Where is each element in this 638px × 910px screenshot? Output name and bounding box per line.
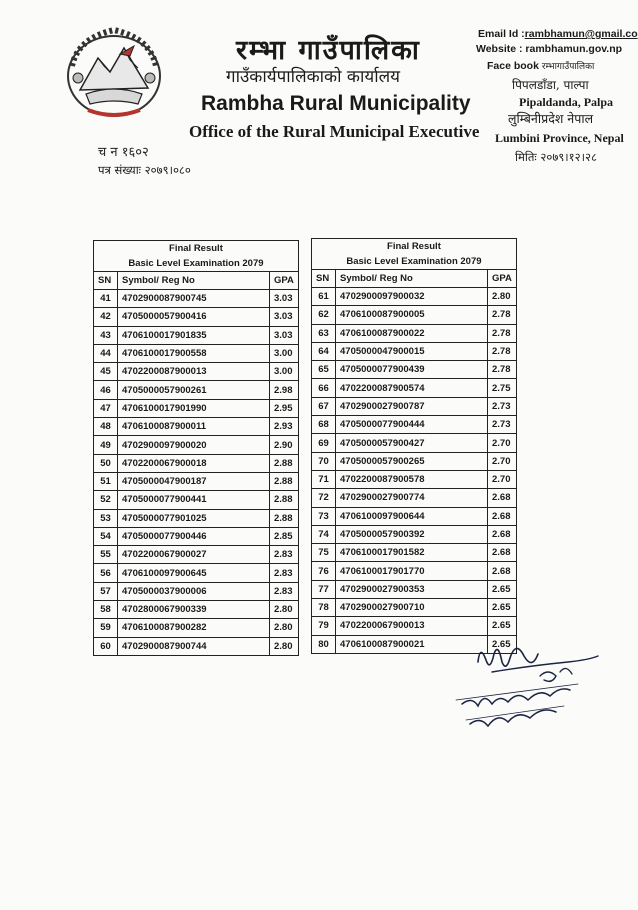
letter-label: पत्र संख्याः	[98, 163, 142, 177]
cell-sn: 46	[94, 381, 118, 399]
signature-icon	[448, 632, 618, 742]
table-row	[94, 509, 299, 527]
cell-gpa: 2.93	[270, 418, 299, 436]
cell-sn: 78	[312, 599, 336, 617]
table-row	[312, 580, 517, 598]
table-row	[94, 290, 299, 308]
cell-gpa: 3.03	[270, 326, 299, 344]
cell-reg-no: 4705000037900006	[118, 582, 270, 600]
table-row	[94, 546, 299, 564]
cell-sn: 73	[312, 507, 336, 525]
table-row	[312, 599, 517, 617]
table-row	[94, 472, 299, 490]
column-header-gpa: GPA	[488, 270, 517, 288]
result-table-right	[311, 238, 517, 654]
cell-gpa: 3.00	[270, 344, 299, 362]
cell-gpa: 2.80	[270, 601, 299, 619]
table-row	[94, 326, 299, 344]
office-name-english: Office of the Rural Municipal Executive	[189, 122, 480, 141]
cell-sn: 55	[94, 546, 118, 564]
cell-gpa: 2.65	[488, 599, 517, 617]
cell-reg-no: 4702900027900353	[336, 580, 488, 598]
office-name-nepali: गाउँकार्यपालिकाको कार्यालय	[226, 67, 401, 87]
province-nepali: लुम्बिनीप्रदेश नेपाल	[508, 111, 594, 126]
cell-gpa: 2.83	[270, 546, 299, 564]
cell-gpa: 2.65	[488, 635, 517, 653]
cell-sn: 62	[312, 306, 336, 324]
table-row	[312, 489, 517, 507]
table-row	[94, 363, 299, 381]
cell-reg-no: 4702900087900744	[118, 637, 270, 655]
table-row	[312, 416, 517, 434]
table-row	[94, 601, 299, 619]
cell-gpa: 2.98	[270, 381, 299, 399]
table-row	[312, 324, 517, 342]
cell-sn: 71	[312, 470, 336, 488]
cell-sn: 77	[312, 580, 336, 598]
cell-gpa: 2.80	[270, 637, 299, 655]
table-row	[94, 418, 299, 436]
cell-gpa: 2.68	[488, 544, 517, 562]
cell-sn: 41	[94, 290, 118, 308]
cell-sn: 49	[94, 436, 118, 454]
facebook-label: Face book	[487, 60, 542, 72]
table-row	[312, 507, 517, 525]
table-title: Final Result	[94, 241, 299, 257]
cell-sn: 50	[94, 454, 118, 472]
contact-facebook	[487, 59, 594, 72]
cell-reg-no: 4706100087900021	[336, 635, 488, 653]
cell-reg-no: 4702200067900013	[336, 617, 488, 635]
cell-reg-no: 4706100087900282	[118, 619, 270, 637]
cell-sn: 45	[94, 363, 118, 381]
cell-sn: 59	[94, 619, 118, 637]
table-row	[312, 562, 517, 580]
website-label: Website :	[476, 43, 526, 55]
cell-sn: 70	[312, 452, 336, 470]
dispatch-number	[98, 142, 149, 160]
cell-reg-no: 4702900097900020	[118, 436, 270, 454]
table-row	[94, 436, 299, 454]
cell-gpa: 2.88	[270, 454, 299, 472]
contact-website	[476, 43, 622, 55]
table-row	[312, 434, 517, 452]
cell-gpa: 2.88	[270, 491, 299, 509]
table-row	[94, 454, 299, 472]
cell-gpa: 2.73	[488, 397, 517, 415]
cell-gpa: 2.68	[488, 489, 517, 507]
cell-gpa: 2.85	[270, 527, 299, 545]
cell-sn: 58	[94, 601, 118, 619]
cell-reg-no: 4706100087900005	[336, 306, 488, 324]
cell-gpa: 2.70	[488, 452, 517, 470]
facebook-handle: रम्भागाउँपालिका	[541, 62, 595, 72]
cell-sn: 65	[312, 361, 336, 379]
cell-gpa: 2.90	[270, 436, 299, 454]
table-title: Final Result	[312, 239, 517, 255]
cell-reg-no: 4702200087900578	[336, 470, 488, 488]
cell-gpa: 3.00	[270, 363, 299, 381]
cell-gpa: 2.70	[488, 434, 517, 452]
cell-reg-no: 4706100017901582	[336, 544, 488, 562]
table-row	[94, 381, 299, 399]
cell-reg-no: 4705000077900439	[336, 361, 488, 379]
cell-reg-no: 4702900097900032	[336, 288, 488, 306]
table-row	[312, 288, 517, 306]
cell-reg-no: 4706100017901835	[118, 326, 270, 344]
cell-sn: 76	[312, 562, 336, 580]
cell-gpa: 2.95	[270, 399, 299, 417]
cell-reg-no: 4705000047900187	[118, 472, 270, 490]
table-row	[312, 397, 517, 415]
cell-gpa: 2.88	[270, 509, 299, 527]
dispatch-value: १६०२	[121, 145, 149, 160]
table-row	[94, 582, 299, 600]
cell-gpa: 2.68	[488, 525, 517, 543]
cell-gpa: 2.78	[488, 324, 517, 342]
cell-sn: 61	[312, 288, 336, 306]
cell-reg-no: 4702900087900745	[118, 290, 270, 308]
cell-reg-no: 4706100097900644	[336, 507, 488, 525]
address-english: Pipaldanda, Palpa	[519, 95, 614, 109]
cell-reg-no: 4706100017901770	[336, 562, 488, 580]
dispatch-label: च न	[98, 145, 118, 160]
table-row	[312, 361, 517, 379]
cell-reg-no: 4705000047900015	[336, 342, 488, 360]
table-body	[94, 290, 299, 656]
cell-sn: 57	[94, 582, 118, 600]
cell-reg-no: 4705000057900416	[118, 308, 270, 326]
cell-reg-no: 4702900027900710	[336, 599, 488, 617]
cell-sn: 74	[312, 525, 336, 543]
cell-reg-no: 4702200087900574	[336, 379, 488, 397]
letter-value: २०७९।०८०	[144, 163, 191, 177]
cell-sn: 60	[94, 637, 118, 655]
column-header-gpa: GPA	[270, 272, 299, 290]
cell-reg-no: 4702200067900027	[118, 546, 270, 564]
cell-sn: 68	[312, 416, 336, 434]
cell-gpa: 2.65	[488, 580, 517, 598]
table-subtitle: Basic Level Examination 2079	[94, 256, 299, 272]
cell-sn: 54	[94, 527, 118, 545]
cell-reg-no: 4705000057900392	[336, 525, 488, 543]
cell-reg-no: 4706100087900011	[118, 418, 270, 436]
cell-sn: 56	[94, 564, 118, 582]
table-row	[94, 527, 299, 545]
cell-gpa: 2.75	[488, 379, 517, 397]
cell-sn: 44	[94, 344, 118, 362]
cell-sn: 79	[312, 617, 336, 635]
document-date	[515, 150, 597, 165]
cell-sn: 43	[94, 326, 118, 344]
column-header-reg-no: Symbol/ Reg No	[118, 272, 270, 290]
cell-sn: 47	[94, 399, 118, 417]
email-label: Email Id :	[478, 28, 525, 40]
cell-reg-no: 4706100097900645	[118, 564, 270, 582]
table-row	[312, 525, 517, 543]
table-row	[312, 379, 517, 397]
date-value: २०७९।१२।२८	[540, 150, 597, 164]
cell-gpa: 2.68	[488, 507, 517, 525]
cell-sn: 48	[94, 418, 118, 436]
cell-reg-no: 4705000077900444	[336, 416, 488, 434]
email-link[interactable]: rambhamun@gmail.co	[524, 28, 638, 40]
result-table-left	[93, 240, 299, 656]
cell-gpa: 2.78	[488, 306, 517, 324]
cell-reg-no: 4705000057900265	[336, 452, 488, 470]
municipality-name-english: Rambha Rural Municipality	[201, 92, 471, 115]
table-body	[312, 288, 517, 654]
cell-reg-no: 4702900027900774	[336, 489, 488, 507]
table-subtitle: Basic Level Examination 2079	[312, 254, 517, 270]
column-header-sn: SN	[312, 270, 336, 288]
table-row	[312, 452, 517, 470]
cell-sn: 66	[312, 379, 336, 397]
letter-number	[98, 163, 191, 178]
cell-gpa: 2.73	[488, 416, 517, 434]
table-row	[94, 399, 299, 417]
municipality-name-nepali: रम्भा गाउँपालिका	[236, 35, 421, 66]
cell-reg-no: 4705000057900261	[118, 381, 270, 399]
table-row	[312, 470, 517, 488]
date-label: मितिः	[515, 150, 537, 164]
cell-gpa: 2.65	[488, 617, 517, 635]
table-row	[94, 491, 299, 509]
cell-reg-no: 4706100017901990	[118, 399, 270, 417]
website-link[interactable]: rambhamun.gov.np	[525, 43, 623, 55]
address-nepali: पिपलडाँडा, पाल्पा	[512, 78, 589, 92]
cell-reg-no: 4705000057900427	[336, 434, 488, 452]
table-row	[94, 619, 299, 637]
column-header-reg-no: Symbol/ Reg No	[336, 270, 488, 288]
cell-sn: 72	[312, 489, 336, 507]
table-row	[94, 308, 299, 326]
cell-sn: 52	[94, 491, 118, 509]
cell-sn: 53	[94, 509, 118, 527]
column-header-sn: SN	[94, 272, 118, 290]
cell-gpa: 3.03	[270, 308, 299, 326]
cell-gpa: 2.78	[488, 342, 517, 360]
table-row	[94, 564, 299, 582]
cell-gpa: 2.88	[270, 472, 299, 490]
cell-sn: 67	[312, 397, 336, 415]
cell-gpa: 2.80	[488, 288, 517, 306]
table-row	[94, 344, 299, 362]
cell-gpa: 2.68	[488, 562, 517, 580]
cell-sn: 51	[94, 472, 118, 490]
cell-gpa: 2.80	[270, 619, 299, 637]
cell-gpa: 2.78	[488, 361, 517, 379]
cell-reg-no: 4702900027900787	[336, 397, 488, 415]
cell-gpa: 2.70	[488, 470, 517, 488]
cell-sn: 63	[312, 324, 336, 342]
cell-gpa: 2.83	[270, 582, 299, 600]
cell-sn: 69	[312, 434, 336, 452]
cell-reg-no: 4702800067900339	[118, 601, 270, 619]
cell-sn: 80	[312, 635, 336, 653]
cell-reg-no: 4706100087900022	[336, 324, 488, 342]
cell-reg-no: 4705000077900446	[118, 527, 270, 545]
cell-reg-no: 4705000077901025	[118, 509, 270, 527]
cell-reg-no: 4705000077900441	[118, 491, 270, 509]
cell-gpa: 3.03	[270, 290, 299, 308]
cell-reg-no: 4706100017900558	[118, 344, 270, 362]
cell-reg-no: 4702200087900013	[118, 363, 270, 381]
table-row	[94, 637, 299, 655]
table-row	[312, 342, 517, 360]
cell-sn: 75	[312, 544, 336, 562]
table-row	[312, 544, 517, 562]
cell-sn: 42	[94, 308, 118, 326]
government-emblem-icon	[58, 18, 170, 126]
cell-sn: 64	[312, 342, 336, 360]
contact-email	[478, 28, 638, 40]
cell-reg-no: 4702200067900018	[118, 454, 270, 472]
province-english: Lumbini Province, Nepal	[495, 131, 624, 145]
cell-gpa: 2.83	[270, 564, 299, 582]
table-row	[312, 306, 517, 324]
